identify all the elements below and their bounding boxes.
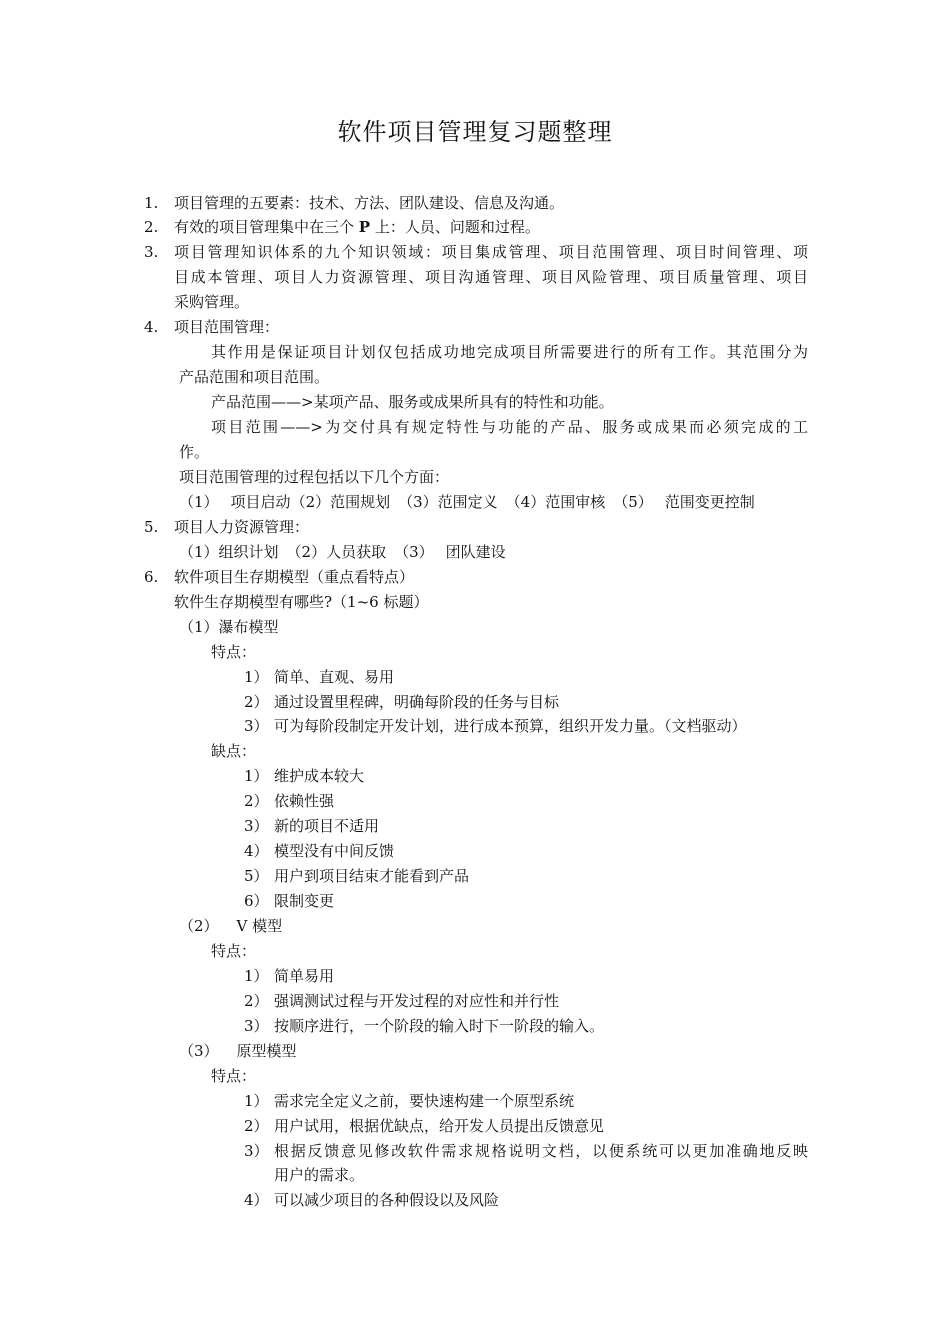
model-heading: （2） V 模型 <box>179 917 283 935</box>
paragraph-line: 产品范围和项目范围。 <box>179 368 330 386</box>
item-heading: 软件项目生存期模型（重点看特点） <box>174 568 415 586</box>
list-item: 用户到项目结束才能看到产品 <box>274 867 470 885</box>
paragraph-line: 其作用是保证项目计划仅包括成功地完成项目所需要进行的所有工作。其范围分为 <box>211 343 808 361</box>
item-text: 有效的项目管理集中在三个 P 上：人员、问题和过程。 <box>174 218 540 236</box>
list-item: 按顺序进行，一个阶段的输入时下一阶段的输入。 <box>274 1017 605 1035</box>
features-label: 特点： <box>211 1067 257 1085</box>
list-number: 2） <box>244 693 269 711</box>
paragraph-line: 产品范围——>某项产品、服务或成果所具有的特性和功能。 <box>211 393 614 411</box>
list-number: 1） <box>244 668 269 686</box>
cons-label: 缺点： <box>211 742 257 760</box>
list-number: 3） <box>244 1017 269 1035</box>
page-title: 软件项目管理复习题整理 <box>337 118 613 146</box>
list-item: 新的项目不适用 <box>274 817 380 835</box>
paragraph-line: 作。 <box>179 443 210 461</box>
list-item: 可以减少项目的各种假设以及风险 <box>274 1191 500 1209</box>
item-number: 2. <box>144 218 159 236</box>
list-number: 3） <box>244 1142 269 1160</box>
paragraph-line: 项目范围——>为交付具有规定特性与功能的产品、服务或成果而必须完成的工 <box>211 418 808 436</box>
list-item-continuation: 用户的需求。 <box>274 1166 365 1184</box>
list-item: 可为每阶段制定开发计划，进行成本预算，组织开发力量。（文档驱动） <box>274 717 747 735</box>
list-number: 1） <box>244 967 269 985</box>
item-number: 4. <box>144 318 159 336</box>
list-item: 需求完全定义之前，要快速构建一个原型系统 <box>274 1092 575 1110</box>
model-heading: （3） 原型模型 <box>179 1042 297 1060</box>
list-item: 限制变更 <box>274 892 335 910</box>
item-subheading: 软件生存期模型有哪些?（1~6 标题） <box>174 593 429 611</box>
list-number: 4） <box>244 842 269 860</box>
item-number: 6. <box>144 568 159 586</box>
list-number: 3） <box>244 817 269 835</box>
list-number: 2） <box>244 992 269 1010</box>
item-text: 项目管理知识体系的九个知识领域：项目集成管理、项目范围管理、项目时间管理、项 <box>174 243 808 261</box>
list-number: 4） <box>244 1191 269 1209</box>
list-number: 5） <box>244 867 269 885</box>
steps-line: （1） 项目启动（2）范围规划 （3）范围定义 （4）范围审核 （5） 范围变更控制 <box>179 493 755 511</box>
steps-line: （1）组织计划 （2）人员获取 （3） 团队建设 <box>179 543 506 561</box>
list-item: 依赖性强 <box>274 792 335 810</box>
list-number: 2） <box>244 1117 269 1135</box>
list-item: 模型没有中间反馈 <box>274 842 395 860</box>
item-text: 目成本管理、项目人力资源管理、项目沟通管理、项目风险管理、项目质量管理、项目 <box>174 268 808 286</box>
item-number: 3. <box>144 243 159 261</box>
list-item: 维护成本较大 <box>274 767 365 785</box>
list-item: 强调测试过程与开发过程的对应性和并行性 <box>274 992 560 1010</box>
item-number: 5. <box>144 518 159 536</box>
item-heading: 项目人力资源管理： <box>174 518 310 536</box>
list-number: 3） <box>244 717 269 735</box>
paragraph-line: 项目范围管理的过程包括以下几个方面： <box>179 468 450 486</box>
item-text: 项目管理的五要素：技术、方法、团队建设、信息及沟通。 <box>174 194 565 212</box>
item-text: 采购管理。 <box>174 293 250 311</box>
model-heading: （1）瀑布模型 <box>179 618 279 636</box>
item-heading: 项目范围管理： <box>174 318 280 336</box>
list-item: 简单易用 <box>274 967 335 985</box>
list-number: 1） <box>244 1092 269 1110</box>
list-item: 简单、直观、易用 <box>274 668 395 686</box>
item-number: 1. <box>144 194 159 212</box>
list-number: 2） <box>244 792 269 810</box>
list-item: 用户试用，根据优缺点，给开发人员提出反馈意见 <box>274 1117 605 1135</box>
list-item: 通过设置里程碑，明确每阶段的任务与目标 <box>274 693 560 711</box>
features-label: 特点： <box>211 942 257 960</box>
list-item: 根据反馈意见修改软件需求规格说明文档，以便系统可以更加准确地反映 <box>274 1142 808 1160</box>
list-number: 6） <box>244 892 269 910</box>
features-label: 特点： <box>211 643 257 661</box>
list-number: 1） <box>244 767 269 785</box>
